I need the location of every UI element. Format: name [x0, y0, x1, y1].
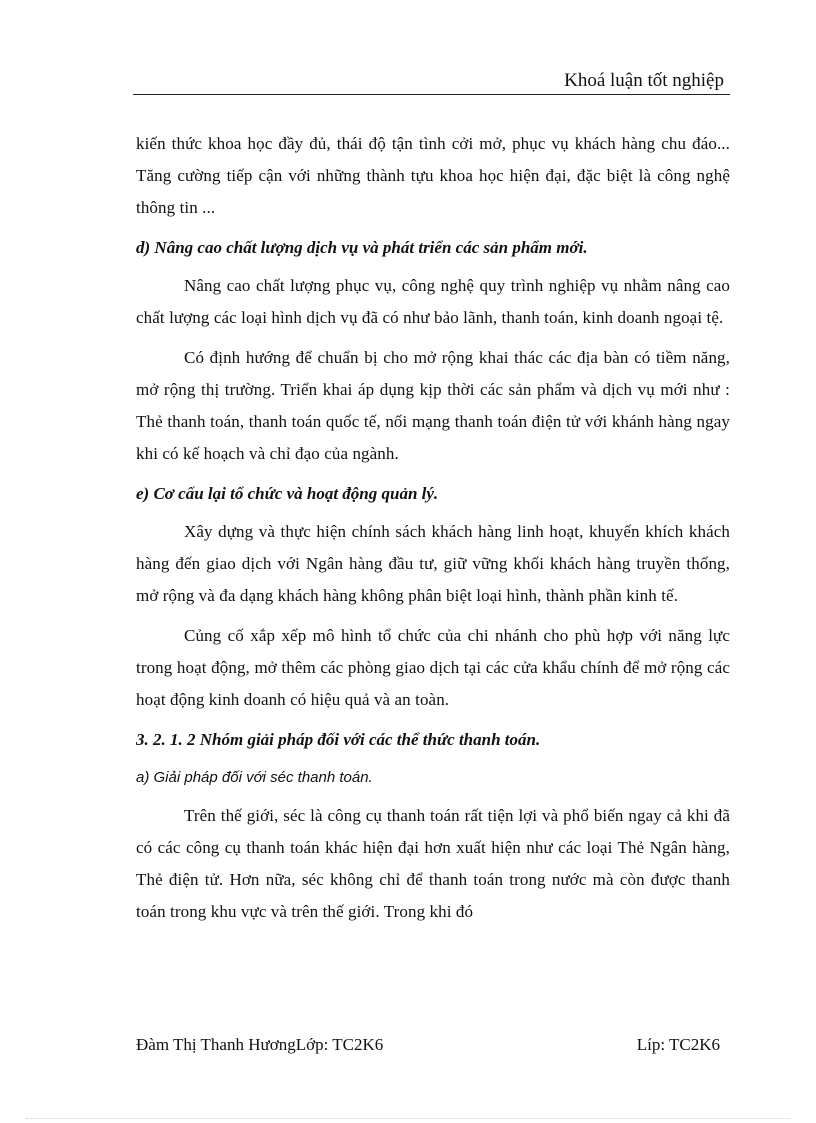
section-heading-3-2-1-2: 3. 2. 1. 2 Nhóm giải pháp đối với các thể thức thanh toán.: [136, 730, 541, 749]
paragraph-6: Trên thế giới, séc là công cụ thanh toán rất tiện lợi và phổ biến ngay cả khi đã có các công cụ thanh toán khác hiện đại hơn xuất hiện như các loại Thẻ Ngân hàng, Thẻ điện tử. Hơn nữa, séc không chỉ để thanh toán trong nước mà còn được thanh toán trong khu vực và trên thế giới. Trong khi đó: [136, 806, 730, 921]
paragraph-3: Có định hướng để chuẩn bị cho mở rộng khai thác các địa bàn có tiềm năng, mở rộng thị trường. Triển khai áp dụng kịp thời các sản phẩm và dịch vụ mới như : Thẻ thanh toán, thanh toán quốc tế, nối mạng thanh toán điện tử với khánh hàng ngay khi có kế hoạch và chỉ đạo của ngành.: [136, 348, 730, 463]
paragraph-4: Xây dựng và thực hiện chính sách khách hàng linh hoạt, khuyến khích khách hàng đến giao dịch với Ngân hàng đầu tư, giữ vững khối khách hàng truyền thống, mở rộng và đa dạng khách hàng không phân biệt loại hình, thành phần kinh tế.: [136, 522, 730, 605]
page-footer: [136, 1035, 720, 1055]
paragraph-5: Củng cố xắp xếp mô hình tổ chức của chi nhánh cho phù hợp với năng lực trong hoạt động, mở thêm các phòng giao dịch tại các cửa khẩu chính để mở rộng các hoạt động kinh doanh có hiệu quả và an toàn.: [136, 626, 730, 709]
running-header-title: Khoá luận tốt nghiệp: [564, 70, 724, 91]
page-bottom-divider: [26, 1118, 790, 1119]
paragraph-2: Nâng cao chất lượng phục vụ, công nghệ quy trình nghiệp vụ nhằm nâng cao chất lượng các loại hình dịch vụ đã có như bảo lãnh, thanh toán, kinh doanh ngoại tệ.: [136, 276, 730, 327]
subheading-a: a) Giải pháp đối với séc thanh toán.: [136, 769, 373, 786]
section-heading-e: e) Cơ cấu lại tổ chức và hoạt động quản lý.: [136, 484, 439, 503]
footer-class: Líp: TC2K6: [636, 1035, 720, 1054]
header-rule: [133, 94, 730, 95]
footer-author: Đàm Thị Thanh HươngLớp: TC2K6: [136, 1035, 384, 1054]
section-heading-d: d) Nâng cao chất lượng dịch vụ và phát triển các sản phẩm mới.: [136, 238, 588, 257]
paragraph-1: kiến thức khoa học đầy đủ, thái độ tận tình cởi mở, phục vụ khách hàng chu đáo... Tăng cường tiếp cận với những thành tựu khoa học hiện đại, đặc biệt là công nghệ thông tin ...: [136, 134, 730, 217]
document-body: [136, 128, 730, 936]
